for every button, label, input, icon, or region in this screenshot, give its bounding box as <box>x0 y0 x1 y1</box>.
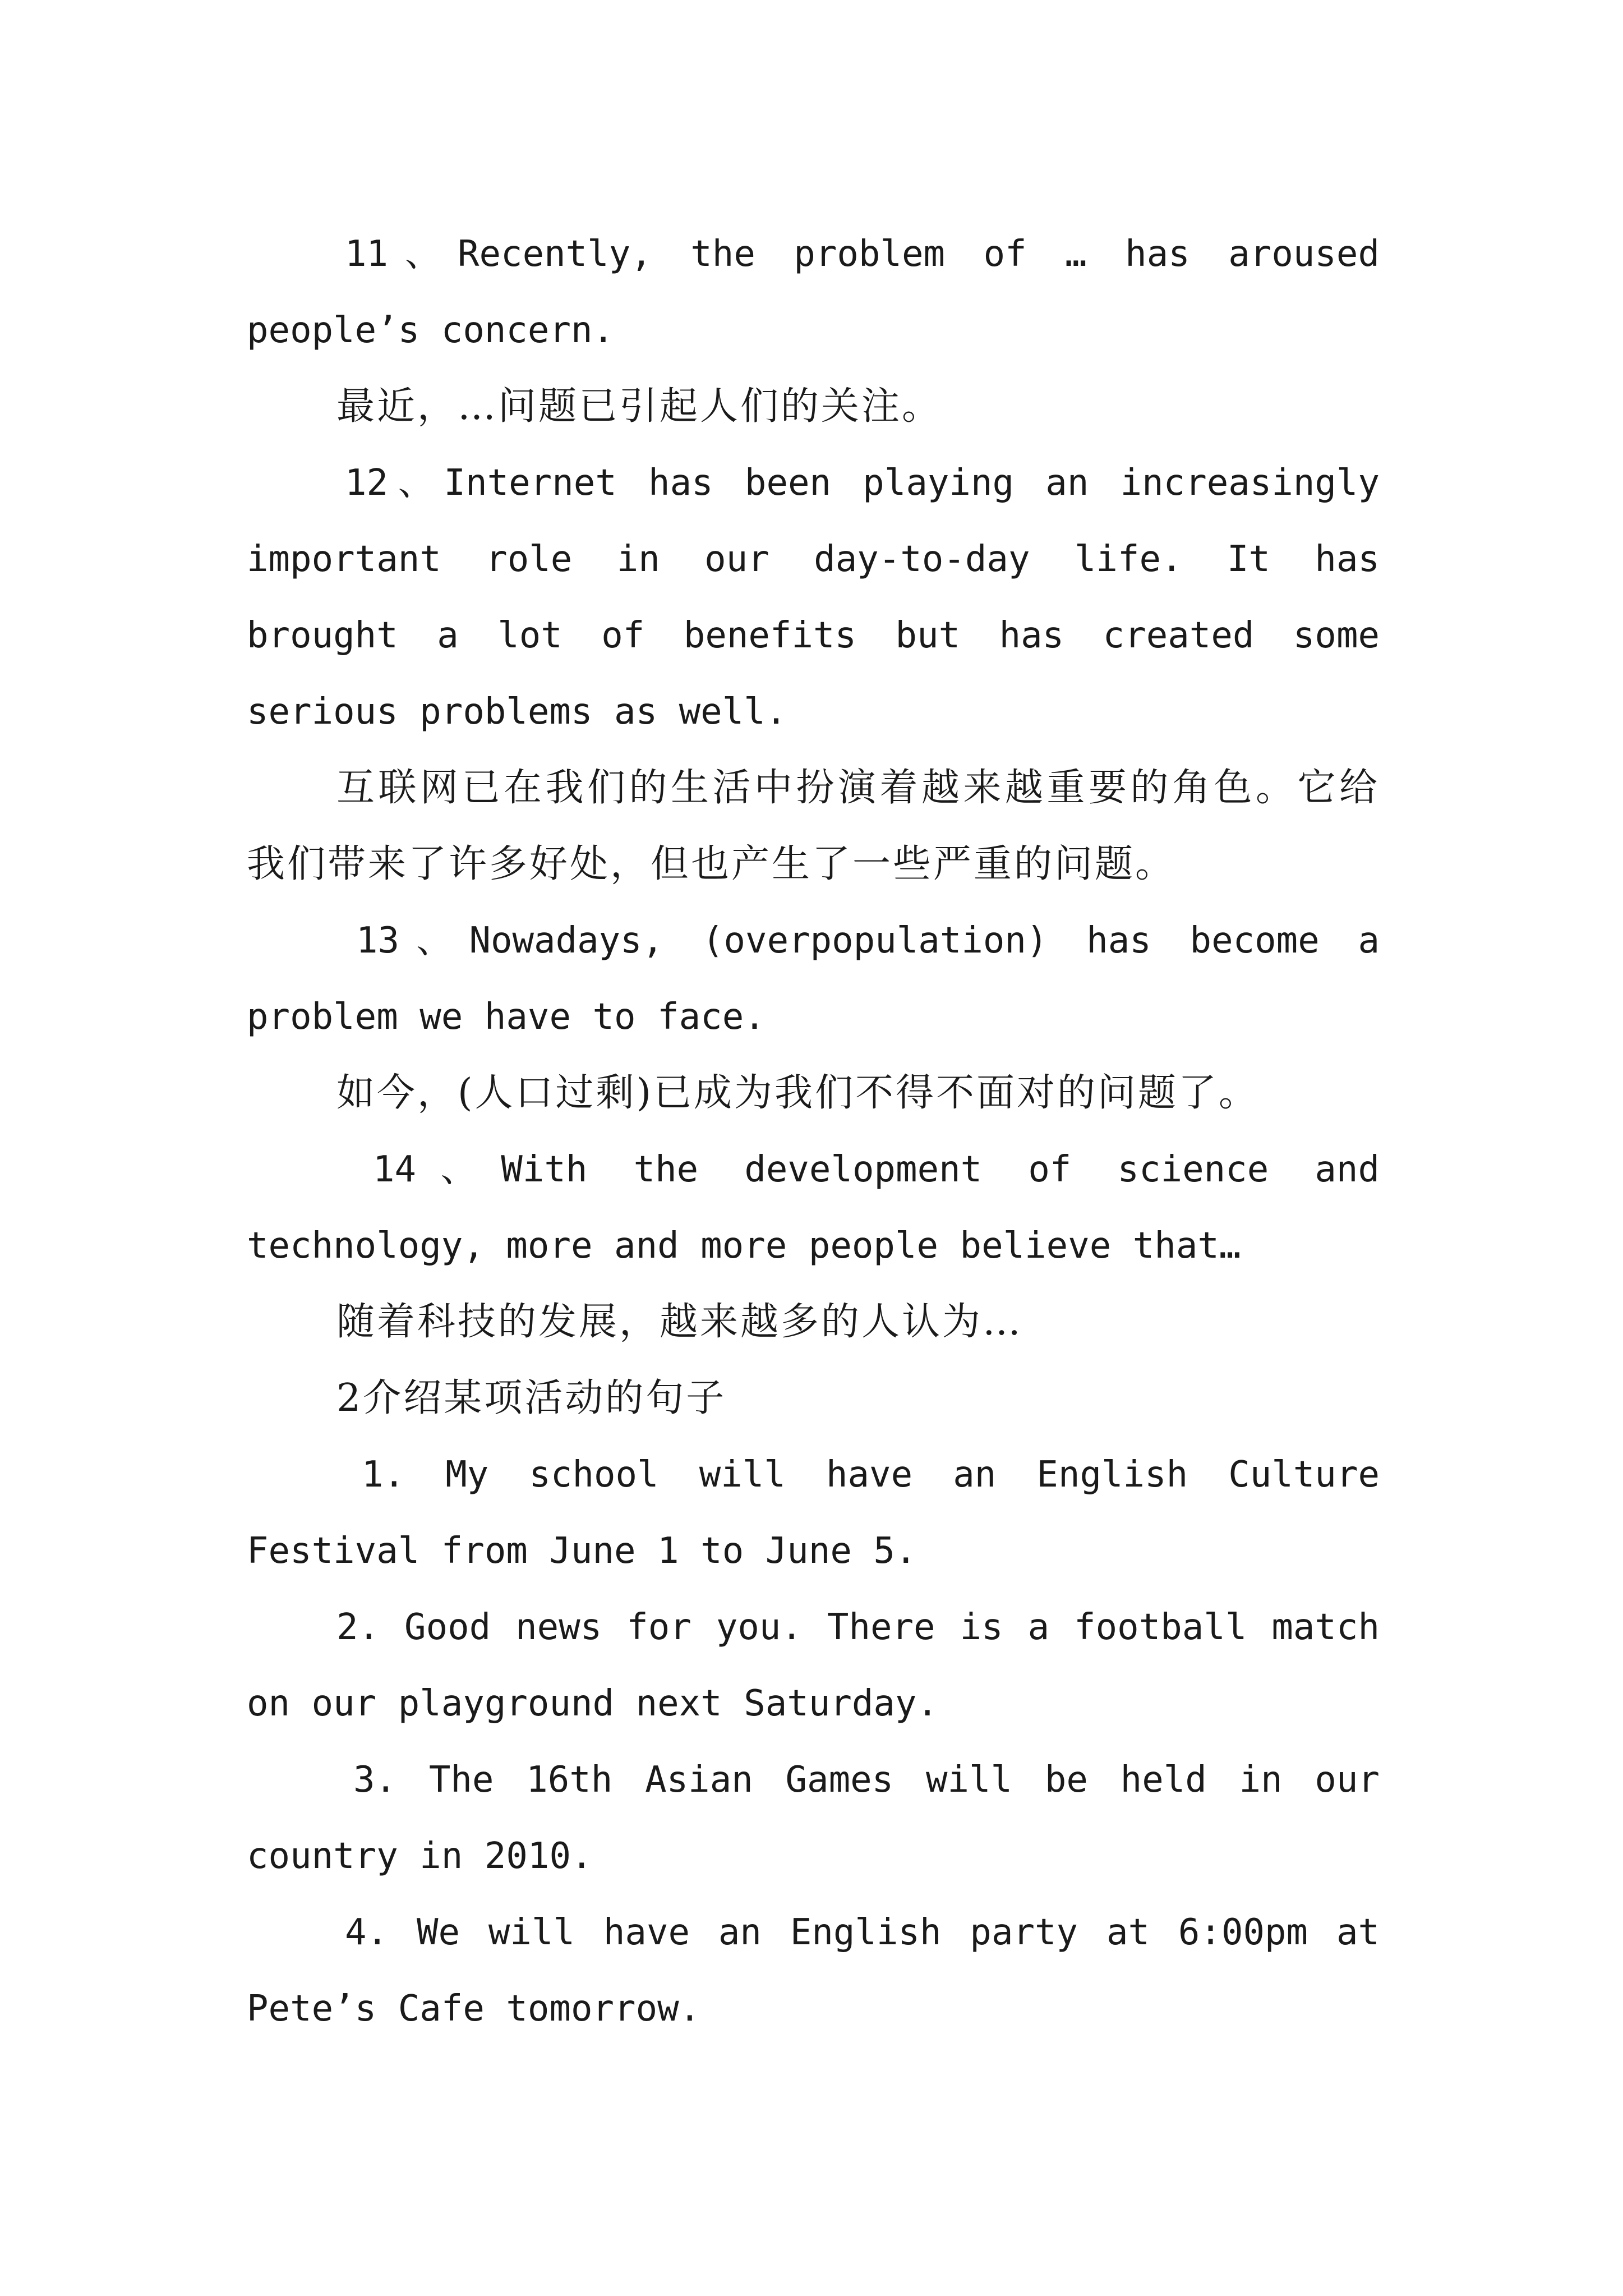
sentence-12-chinese: 互联网已在我们的生活中扮演着越来越重要的角色。它给我们带来了许多好处，但也产生了一些严重的问题。 <box>247 766 1380 886</box>
sentence-14-english: 14、With the development of science and technology, more and more people believe that… <box>247 1149 1380 1267</box>
sentence-14-chinese: 随着科技的发展，越来越多的人认为… <box>336 1300 1023 1344</box>
activity-sentence-4: 4. We will have an English party at 6:00pm at Pete’s Cafe tomorrow. <box>247 1912 1380 2030</box>
activity-sentence-1: 1. My school will have an English Culture Festival from June 1 to June 5. <box>247 1454 1380 1572</box>
section-heading: 2介绍某项活动的句子 <box>336 1376 727 1420</box>
sentence-13-chinese: 如今，(人口过剩)已成为我们不得不面对的问题了。 <box>336 1071 1260 1115</box>
activity-sentence-3: 3. The 16th Asian Games will be held in our country in 2010. <box>247 1759 1380 1877</box>
activity-sentence-2: 2. Good news for you. There is a football match on our playground next Saturday. <box>247 1607 1380 1724</box>
sentence-13-english: 13、Nowadays, (overpopulation) has become a problem we have to face. <box>247 920 1380 1038</box>
sentence-12-english: 12、Internet has been playing an increasingly important role in our day-to-day life. It has brought a lot of benefits but has created some serious problems as well. <box>247 462 1380 733</box>
sentence-11-english: 11、Recently, the problem of … has aroused people’s concern. <box>247 233 1380 351</box>
document-body <box>247 216 1380 2047</box>
sentence-11-chinese: 最近，…问题已引起人们的关注。 <box>336 384 943 429</box>
